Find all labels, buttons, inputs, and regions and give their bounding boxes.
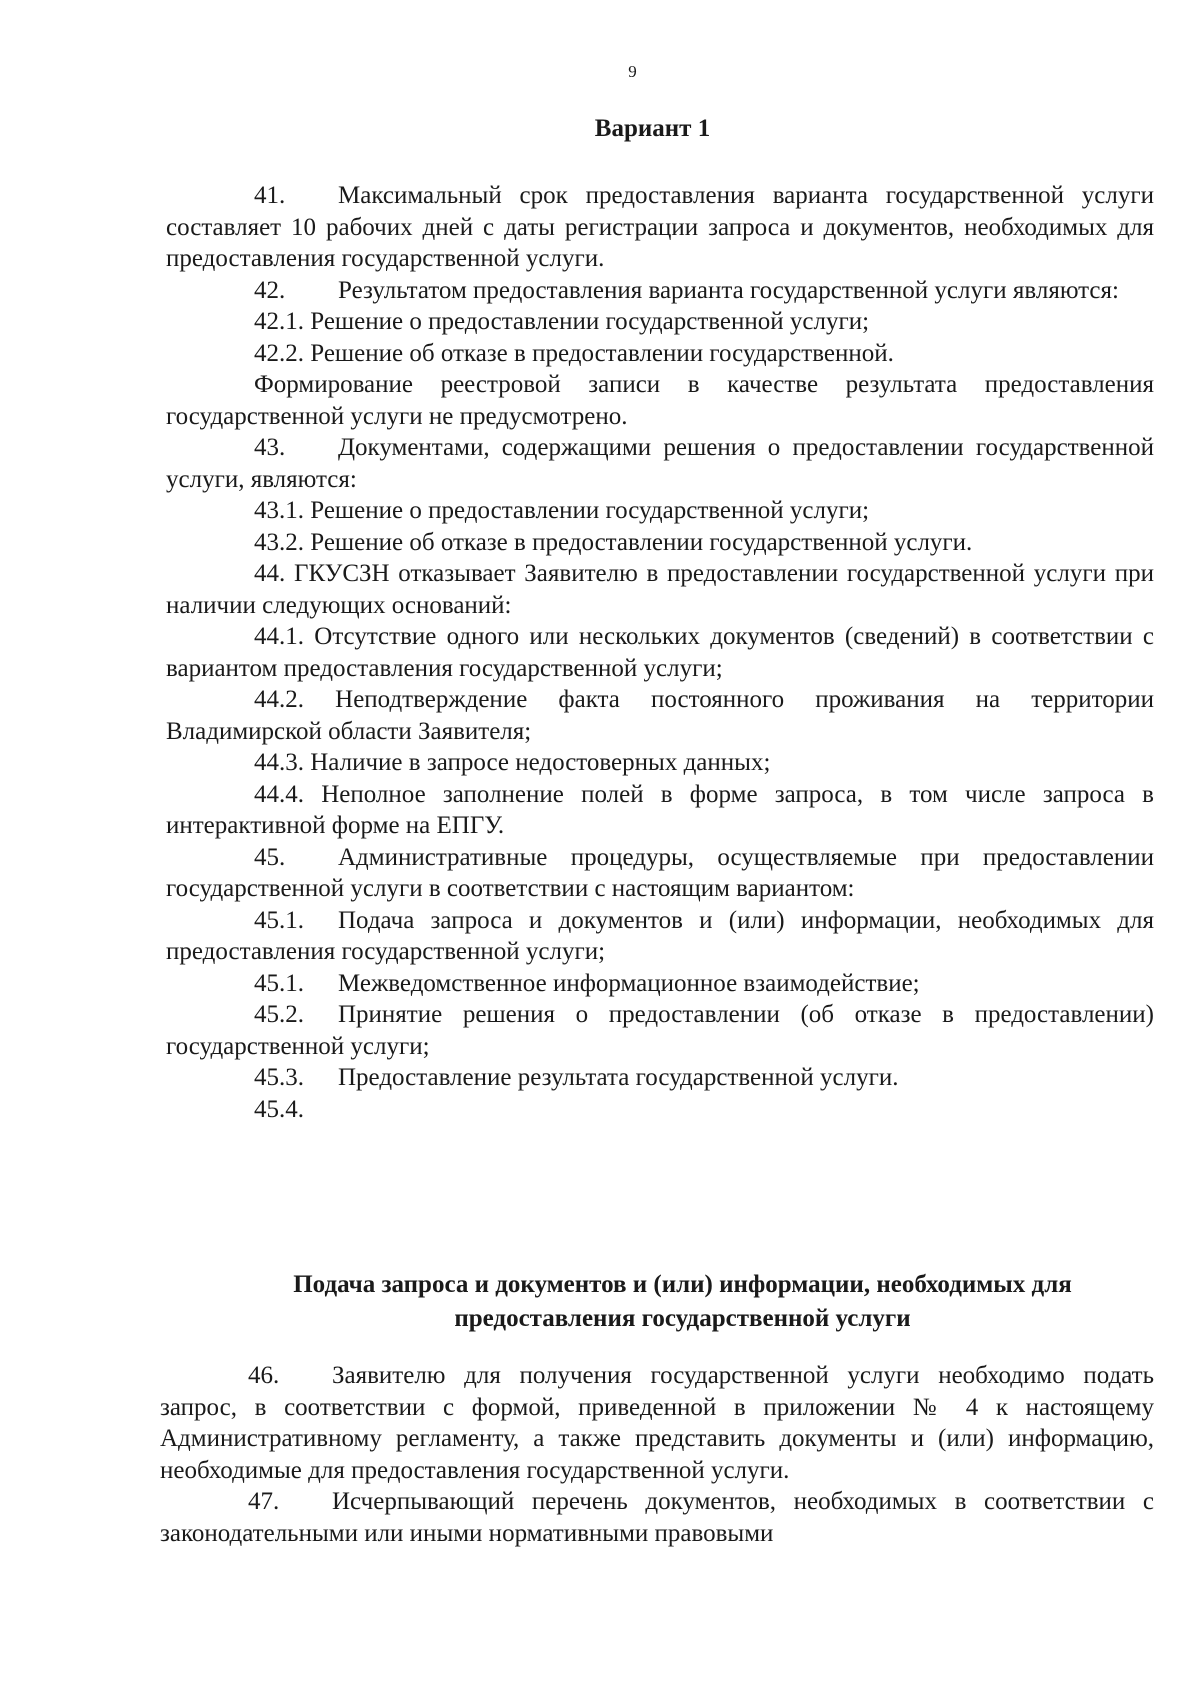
paragraph-number: 47.	[248, 1488, 280, 1515]
paragraph-text: 42.2. Решение об отказе в предоставлении государственной.	[254, 339, 894, 367]
paragraph-number: 45.	[254, 843, 286, 871]
paragraph-text: 43.2. Решение об отказе в предоставлении государственной услуги.	[254, 528, 973, 556]
paragraph-number: 45.2.	[254, 1001, 304, 1028]
paragraph	[166, 684, 1154, 747]
paragraph-number: 41.	[254, 182, 286, 209]
paragraph-number: 45.4.	[254, 1095, 304, 1123]
paragraph-text: Межведомственное информационное взаимодействие;	[338, 969, 920, 997]
paragraph	[166, 275, 1154, 307]
paragraph-text: 44.1. Отсутствие одного или нескольких документов (сведений) в соответствии с вариантом предоставления государственной услуги;	[166, 623, 1154, 682]
paragraph	[166, 999, 1154, 1062]
paragraph-text: Результатом предоставления варианта государственной услуги являются:	[338, 276, 1119, 304]
paragraph	[166, 369, 1154, 432]
paragraph-number: 45.3.	[254, 1064, 304, 1091]
paragraph	[166, 905, 1154, 968]
paragraph	[166, 1062, 1154, 1094]
paragraph	[166, 306, 1154, 338]
paragraph-text: Подача запроса и документов и (или) информации, необходимых для предоставления государственной услуги;	[166, 906, 1154, 965]
paragraph-number: 45.1.	[254, 906, 304, 934]
paragraph	[166, 338, 1154, 370]
paragraph-number: 45.1.	[254, 969, 304, 997]
paragraph	[166, 495, 1154, 527]
paragraph	[166, 432, 1154, 495]
paragraph-number: 42.	[254, 276, 286, 304]
paragraph	[166, 558, 1154, 621]
paragraph	[160, 1360, 1154, 1486]
section-heading: Подача запроса и документов и (или) информации, необходимых для предоставления государственной услуги	[293, 1271, 1072, 1332]
body-text-block-1	[166, 180, 1154, 1125]
paragraph-text: Административные процедуры, осуществляемые при предоставлении государственной услуги в соответствии с настоящим вариантом:	[166, 843, 1154, 902]
paragraph-text: Принятие решения о предоставлении (об отказе в предоставлении) государственной услуги;	[166, 1001, 1154, 1060]
paragraph-text: Исчерпывающий перечень документов, необходимых в соответствии с законодательными или иными нормативными правовыми	[160, 1488, 1154, 1547]
paragraph	[166, 527, 1154, 559]
paragraph	[166, 180, 1154, 275]
page-number: 9	[628, 62, 637, 81]
paragraph-text: 43.1. Решение о предоставлении государственной услуги;	[254, 497, 870, 524]
paragraph	[166, 1094, 1154, 1126]
paragraph	[166, 968, 1154, 1000]
body-text-block-2	[160, 1360, 1154, 1549]
paragraph	[166, 842, 1154, 905]
paragraph-number: 46.	[248, 1362, 280, 1389]
paragraph-text: 42.1. Решение о предоставлении государственной услуги;	[254, 308, 870, 335]
paragraph-text: Заявителю для получения государственной услуги необходимо подать запрос, в соответствии с формой, приведенной в приложении № 4 к настоящему Административному регламенту, а также представить документы и (или) информацию, необходимые для предоставления государственной услуги.	[160, 1362, 1154, 1484]
paragraph	[166, 747, 1154, 779]
variant-heading: Вариант 1	[594, 115, 711, 142]
paragraph	[166, 779, 1154, 842]
paragraph-text: 44.4. Неполное заполнение полей в форме запроса, в том числе запроса в интерактивной форме на ЕПГУ.	[166, 780, 1154, 839]
paragraph	[166, 621, 1154, 684]
paragraph-text: Формирование реестровой записи в качестве результата предоставления государственной услуги не предусмотрено.	[166, 371, 1154, 430]
paragraph-text: Предоставление результата государственной услуги.	[338, 1064, 899, 1091]
paragraph-text: Документами, содержащими решения о предоставлении государственной услуги, являются:	[166, 434, 1154, 493]
paragraph	[160, 1486, 1154, 1549]
paragraph-text: 44.3. Наличие в запросе недостоверных данных;	[254, 749, 771, 776]
paragraph-text: 44. ГКУСЗН отказывает Заявителю в предоставлении государственной услуги при наличии следующих оснований:	[166, 560, 1154, 619]
paragraph-text: 44.2. Неподтверждение факта постоянного проживания на территории Владимирской области Заявителя;	[166, 686, 1154, 745]
paragraph-number: 43.	[254, 434, 286, 461]
paragraph-text: Максимальный срок предоставления варианта государственной услуги составляет 10 рабочих дней с даты регистрации запроса и документов, необходимых для предоставления государственной услуги.	[166, 182, 1154, 272]
